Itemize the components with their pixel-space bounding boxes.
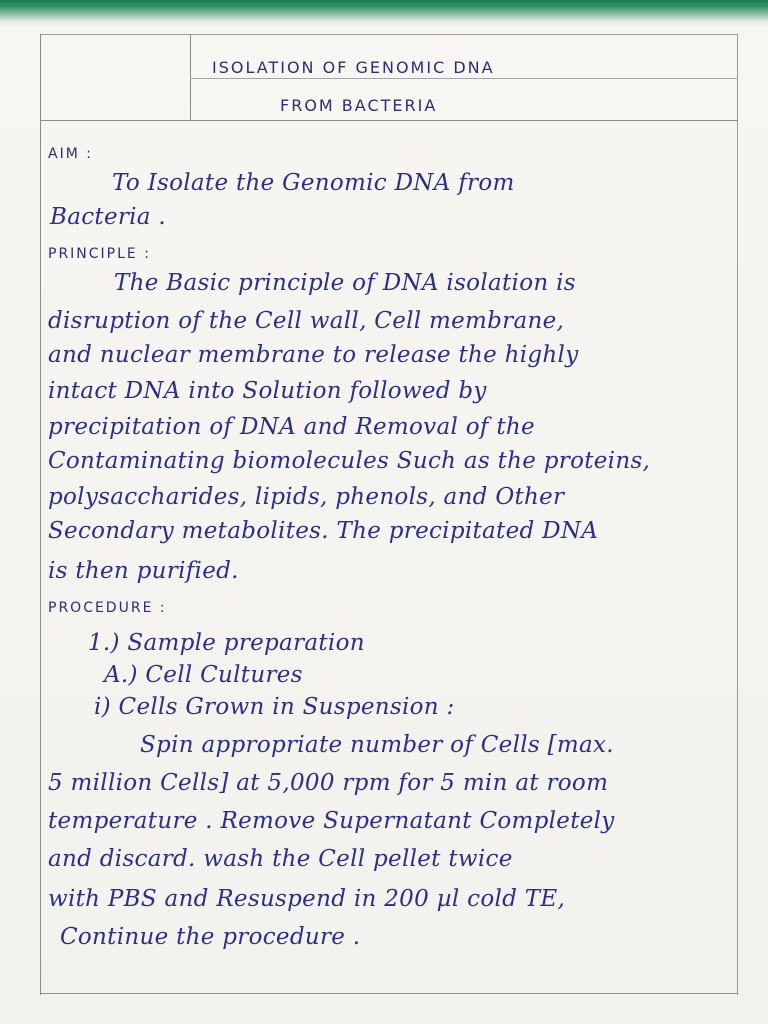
aim-line-1: To Isolate the Genomic DNA from — [112, 170, 515, 196]
procedure-line-6: Continue the procedure . — [60, 924, 361, 950]
principle-line-6: Contaminating biomolecules Such as the proteins, — [48, 448, 651, 474]
principle-line-7: polysaccharides, lipids, phenols, and Other — [48, 484, 565, 510]
procedure-line-5: with PBS and Resuspend in 200 µl cold TE, — [48, 886, 566, 912]
title-line-2: FROM BACTERIA — [280, 96, 438, 115]
principle-line-3: and nuclear membrane to release the highly — [48, 342, 579, 368]
title-line-1: ISOLATION OF GENOMIC DNA — [212, 58, 495, 77]
principle-line-1: The Basic principle of DNA isolation is — [114, 270, 576, 296]
principle-line-4: intact DNA into Solution followed by — [48, 378, 487, 404]
bottom-rule — [40, 993, 738, 994]
title-box — [190, 34, 739, 120]
principle-line-9: is then purified. — [48, 558, 239, 584]
aim-heading: AIM : — [48, 146, 93, 162]
aim-line-2: Bacteria . — [50, 204, 167, 230]
procedure-line-4: and discard. wash the Cell pellet twice — [48, 846, 513, 872]
procedure-step-1a: A.) Cell Cultures — [104, 662, 303, 688]
principle-line-2: disruption of the Cell wall, Cell membrane, — [48, 308, 565, 334]
header-rule — [40, 120, 738, 121]
procedure-heading: PROCEDURE : — [48, 600, 167, 616]
procedure-step-1: 1.) Sample preparation — [88, 630, 365, 656]
top-edge-shadow — [0, 0, 768, 28]
procedure-line-1: Spin appropriate number of Cells [max. — [140, 732, 614, 758]
procedure-line-3: temperature . Remove Supernatant Completely — [48, 808, 615, 834]
procedure-line-2: 5 million Cells] at 5,000 rpm for 5 min at room — [48, 770, 609, 796]
procedure-step-1a-i: i) Cells Grown in Suspension : — [94, 694, 455, 720]
principle-line-8: Secondary metabolites. The precipitated DNA — [48, 518, 599, 544]
principle-heading: PRINCIPLE : — [48, 246, 151, 262]
title-rule — [190, 78, 738, 79]
principle-line-5: precipitation of DNA and Removal of the — [48, 414, 535, 440]
